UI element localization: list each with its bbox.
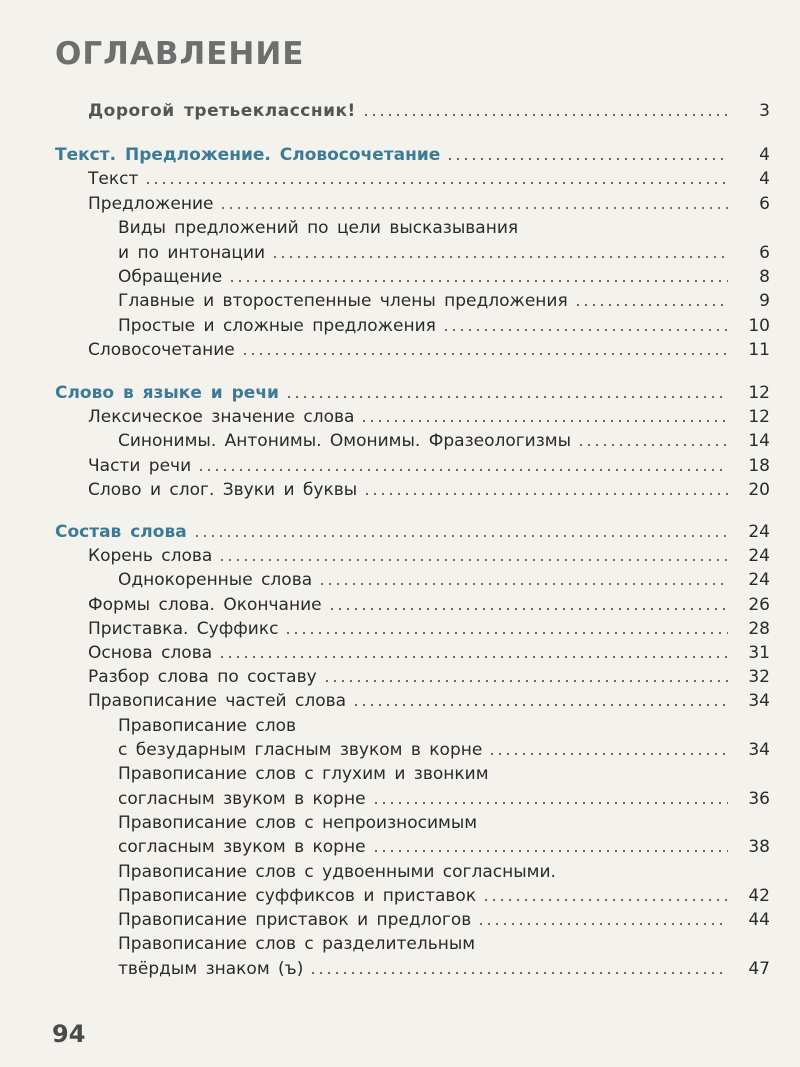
toc-entry-label: Правописание приставок и предлогов <box>118 910 472 930</box>
toc-entry-page: 44 <box>748 910 770 930</box>
toc-entry <box>0 762 770 786</box>
dot-leader <box>488 752 728 756</box>
toc-entry-label: Состав слова <box>55 522 187 542</box>
toc-entry-label: с безударным гласным звуком в корне <box>118 740 483 760</box>
dot-leader <box>144 181 728 185</box>
dot-leader <box>328 607 728 611</box>
toc-entry <box>0 167 770 191</box>
dot-leader <box>309 971 728 975</box>
toc-entry-label: Текст. Предложение. Словосочетание <box>55 145 441 165</box>
toc-entry-page: 24 <box>748 546 770 566</box>
toc-entry <box>0 216 770 240</box>
toc-entry <box>0 665 770 689</box>
toc-entry <box>0 714 770 738</box>
toc-entry <box>0 593 770 617</box>
toc-entry <box>0 957 770 981</box>
toc-entry-label: Части речи <box>88 456 192 476</box>
dot-leader <box>577 443 728 447</box>
toc-entry-label: Правописание слов с непроизносимым <box>118 813 478 833</box>
toc-entry-page: 18 <box>748 456 770 476</box>
toc-entry <box>0 143 770 167</box>
toc-entry <box>0 314 770 338</box>
toc-entry-page: 9 <box>759 291 770 311</box>
toc-entry-label: Предложение <box>88 194 214 214</box>
toc-entry-page: 31 <box>748 643 770 663</box>
toc-entry-page: 6 <box>759 194 770 214</box>
dot-leader <box>477 922 728 926</box>
dot-leader <box>360 419 728 423</box>
toc-entry <box>0 908 770 932</box>
toc-entry-page: 3 <box>759 101 770 121</box>
toc-entry-label: Лексическое значение слова <box>88 407 355 427</box>
toc-entry <box>0 544 770 568</box>
toc-entry <box>0 689 770 713</box>
dot-leader <box>372 801 728 805</box>
toc-entry-label: Приставка. Суффикс <box>88 619 279 639</box>
toc-entry-page: 14 <box>748 431 770 451</box>
toc-entry-label: Основа слова <box>88 643 213 663</box>
toc-entry-label: Слово и слог. Звуки и буквы <box>88 480 358 500</box>
dot-leader <box>363 492 728 496</box>
toc-entry-page: 47 <box>748 959 770 979</box>
toc-entry-label: Корень слова <box>88 546 213 566</box>
toc-entry <box>0 932 770 956</box>
toc-entry-page: 34 <box>748 740 770 760</box>
toc-entry <box>0 265 770 289</box>
page-number: 94 <box>52 1020 86 1048</box>
dot-leader <box>372 849 728 853</box>
toc-entry <box>0 835 770 859</box>
dot-leader <box>218 655 728 659</box>
toc-entry-label: Правописание слов с глухим и звонким <box>118 764 489 784</box>
toc-entry-label: Разбор слова по составу <box>88 667 317 687</box>
toc-entry-label: Текст <box>88 169 139 189</box>
toc-entry <box>0 192 770 216</box>
toc-entry-page: 11 <box>748 340 770 360</box>
toc-entry <box>0 617 770 641</box>
toc-entry-label: Слово в языке и речи <box>55 383 279 403</box>
dot-leader <box>285 395 728 399</box>
toc-entry <box>0 520 770 544</box>
dot-leader <box>323 679 728 683</box>
toc-entry-label: Формы слова. Окончание <box>88 595 322 615</box>
toc-entry-page: 12 <box>748 407 770 427</box>
toc-entry-page: 8 <box>759 267 770 287</box>
toc-entry-label: Дорогой третьекласcник! <box>88 101 356 121</box>
dot-leader <box>284 631 728 635</box>
toc-entry <box>0 99 770 123</box>
toc-entry-label: согласным звуком в корне <box>118 837 366 857</box>
dot-leader <box>482 898 728 902</box>
toc-entry-label: Виды предложений по цели высказывания <box>118 218 519 238</box>
toc-entry-page: 6 <box>759 243 770 263</box>
toc-entry <box>0 811 770 835</box>
toc-entry-label: Синонимы. Антонимы. Омонимы. Фразеологизмы <box>118 431 572 451</box>
dot-leader <box>446 157 728 161</box>
toc-entry <box>0 289 770 313</box>
toc-entry <box>0 454 770 478</box>
toc-entry-label: Главные и второстепенные члены предложения <box>118 291 568 311</box>
dot-leader <box>362 113 728 117</box>
toc-entry <box>0 478 770 502</box>
toc-entry-page: 42 <box>748 886 770 906</box>
toc-entry-label: твёрдым знаком (ъ) <box>118 959 304 979</box>
toc-entry-label: Правописание слов с удвоенными согласными. <box>118 862 556 882</box>
toc-entry <box>0 429 770 453</box>
toc-entry-label: Обращение <box>118 267 223 287</box>
toc-entry-page: 20 <box>748 480 770 500</box>
toc-entry <box>0 860 770 884</box>
toc-entry-label: Правописание слов <box>118 716 296 736</box>
dot-leader <box>241 352 728 356</box>
toc-entry-label: Правописание суффиксов и приставок <box>118 886 477 906</box>
dot-leader <box>218 558 728 562</box>
dot-leader <box>352 703 728 707</box>
toc-entry-page: 28 <box>748 619 770 639</box>
dot-leader <box>271 255 728 259</box>
toc-entry-page: 10 <box>748 316 770 336</box>
toc-entry <box>0 338 770 362</box>
dot-leader <box>318 582 728 586</box>
toc-entry <box>0 568 770 592</box>
toc-entry-label: согласным звуком в корне <box>118 789 366 809</box>
toc-entry-page: 34 <box>748 691 770 711</box>
toc-entry <box>0 405 770 429</box>
dot-leader <box>193 534 728 538</box>
toc-title: ОГЛАВЛЕНИЕ <box>55 36 305 72</box>
toc-entry-label: Однокоренные слова <box>118 570 313 590</box>
toc-entry <box>0 738 770 762</box>
toc-entry-page: 12 <box>748 383 770 403</box>
dot-leader <box>219 206 728 210</box>
toc-entry-page: 36 <box>748 789 770 809</box>
toc-entry <box>0 241 770 265</box>
toc-entry-page: 38 <box>748 837 770 857</box>
dot-leader <box>574 303 728 307</box>
toc-entry-label: Правописание слов с разделительным <box>118 934 476 954</box>
toc-entry <box>0 641 770 665</box>
toc-entry-label: Словосочетание <box>88 340 235 360</box>
dot-leader <box>228 279 728 283</box>
toc-entry-page: 24 <box>748 570 770 590</box>
dot-leader <box>442 328 728 332</box>
toc-entry-label: и по интонации <box>118 243 266 263</box>
toc-entry-page: 4 <box>759 145 770 165</box>
toc-entry-page: 26 <box>748 595 770 615</box>
toc-entry-page: 4 <box>759 169 770 189</box>
toc-entry-page: 32 <box>748 667 770 687</box>
toc-entry-page: 24 <box>748 522 770 542</box>
toc-entry-label: Простые и сложные предложения <box>118 316 436 336</box>
toc-entry <box>0 884 770 908</box>
toc-entry-label: Правописание частей слова <box>88 691 347 711</box>
dot-leader <box>197 468 728 472</box>
toc-entry <box>0 381 770 405</box>
toc-entry <box>0 787 770 811</box>
